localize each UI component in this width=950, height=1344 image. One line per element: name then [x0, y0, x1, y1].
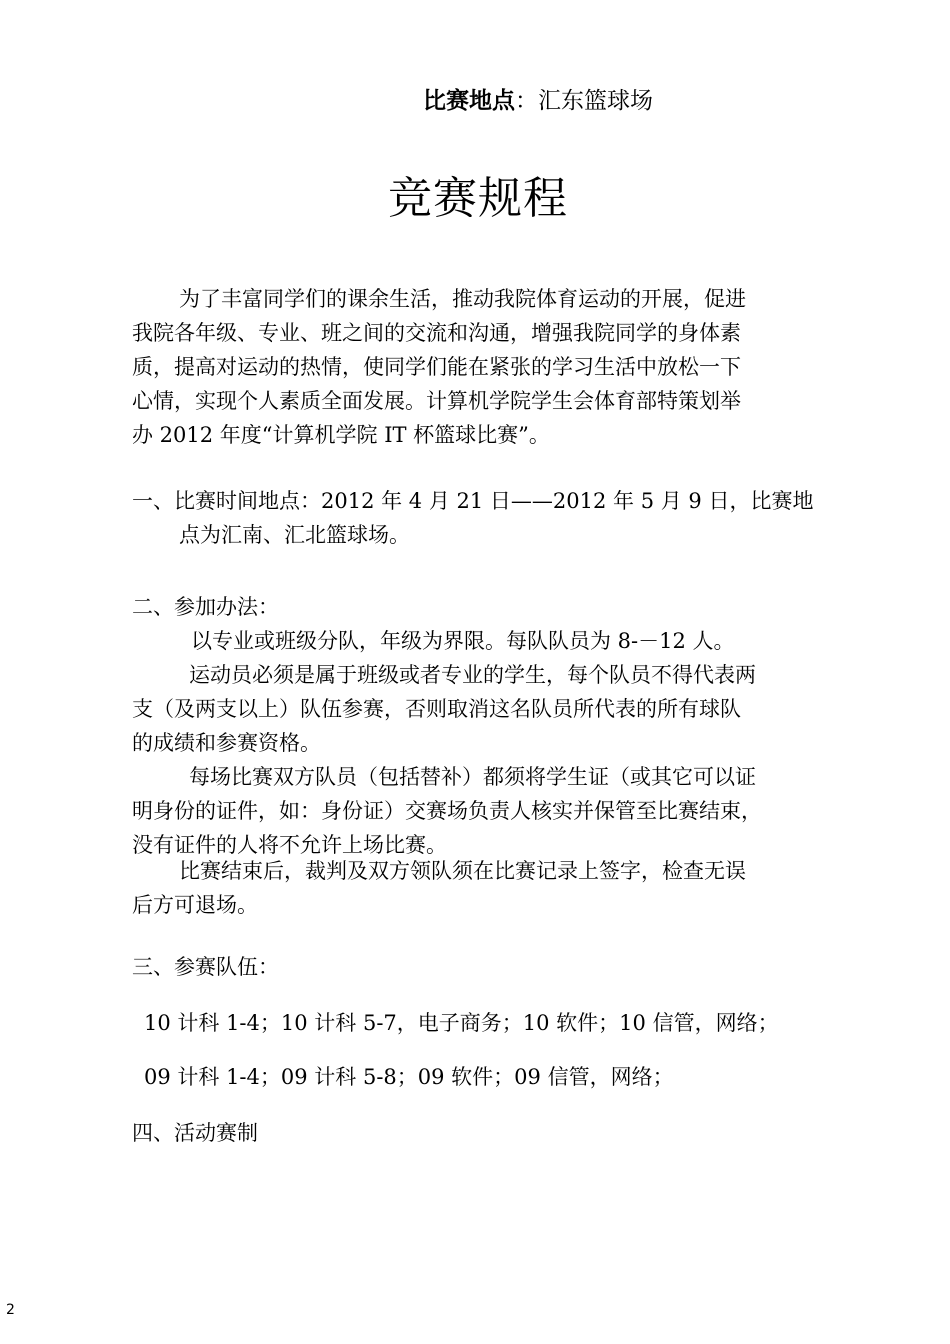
intro-line: 为了丰富同学们的课余生活，推动我院体育运动的开展，促进 — [179, 287, 746, 311]
intro-paragraph — [132, 282, 832, 452]
paragraph-line: 没有证件的人将不允许上场比赛。 — [132, 833, 447, 857]
page-title: 竞赛规程 — [388, 173, 568, 224]
section-2-paragraph-2 — [132, 658, 756, 760]
paragraph-line: 明身份的证件，如：身份证）交赛场负责人核实并保管至比赛结束， — [132, 799, 762, 823]
section-3-heading: 三、参赛队伍： — [132, 955, 279, 979]
intro-line: 质，提高对运动的热情，使同学们能在紧张的学习生活中放松一下 — [132, 355, 741, 379]
section-2-paragraph-4 — [132, 854, 746, 922]
section-3-teams-2009: 09 计科 1-4；09 计科 5-8；09 软件；09 信管，网络； — [144, 1065, 674, 1089]
page-number: 2 — [6, 1302, 15, 1318]
section-2-paragraph-3 — [132, 760, 762, 862]
section-1 — [132, 484, 813, 552]
section-2-heading: 二、参加办法： — [132, 595, 279, 619]
venue-value: 汇东篮球场 — [538, 88, 653, 114]
intro-line: 心情，实现个人素质全面发展。计算机学院学生会体育部特策划举 — [132, 389, 741, 413]
paragraph-line: 运动员必须是属于班级或者专业的学生，每个队员不得代表两 — [189, 663, 756, 687]
paragraph-line: 后方可退场。 — [132, 893, 258, 917]
paragraph-line: 比赛结束后，裁判及双方领队须在比赛记录上签字，检查无误 — [179, 859, 746, 883]
section-2-paragraph-1: 以专业或班级分队，年级为界限。每队队员为 8-－12 人。 — [191, 629, 735, 653]
section-3-teams-2010: 10 计科 1-4；10 计科 5-7，电子商务；10 软件；10 信管，网络； — [144, 1011, 779, 1035]
venue-line — [423, 82, 653, 115]
section-4-heading: 四、活动赛制 — [132, 1121, 258, 1145]
section-1-line-1: 一、比赛时间地点：2012 年 4 月 21 日——2012 年 5 月 9 日，比赛地 — [132, 489, 814, 513]
venue-colon: ： — [515, 88, 538, 114]
paragraph-line: 的成绩和参赛资格。 — [132, 731, 321, 755]
paragraph-line: 支（及两支以上）队伍参赛，否则取消这名队员所代表的所有球队 — [132, 697, 741, 721]
venue-label: 比赛地点 — [423, 88, 515, 114]
section-1-line-2: 点为汇南、汇北篮球场。 — [179, 523, 410, 547]
paragraph-line: 每场比赛双方队员（包括替补）都须将学生证（或其它可以证 — [189, 765, 756, 789]
intro-line: 办 2012 年度“计算机学院 IT 杯篮球比赛”。 — [132, 423, 550, 447]
intro-line: 我院各年级、专业、班之间的交流和沟通，增强我院同学的身体素 — [132, 321, 741, 345]
